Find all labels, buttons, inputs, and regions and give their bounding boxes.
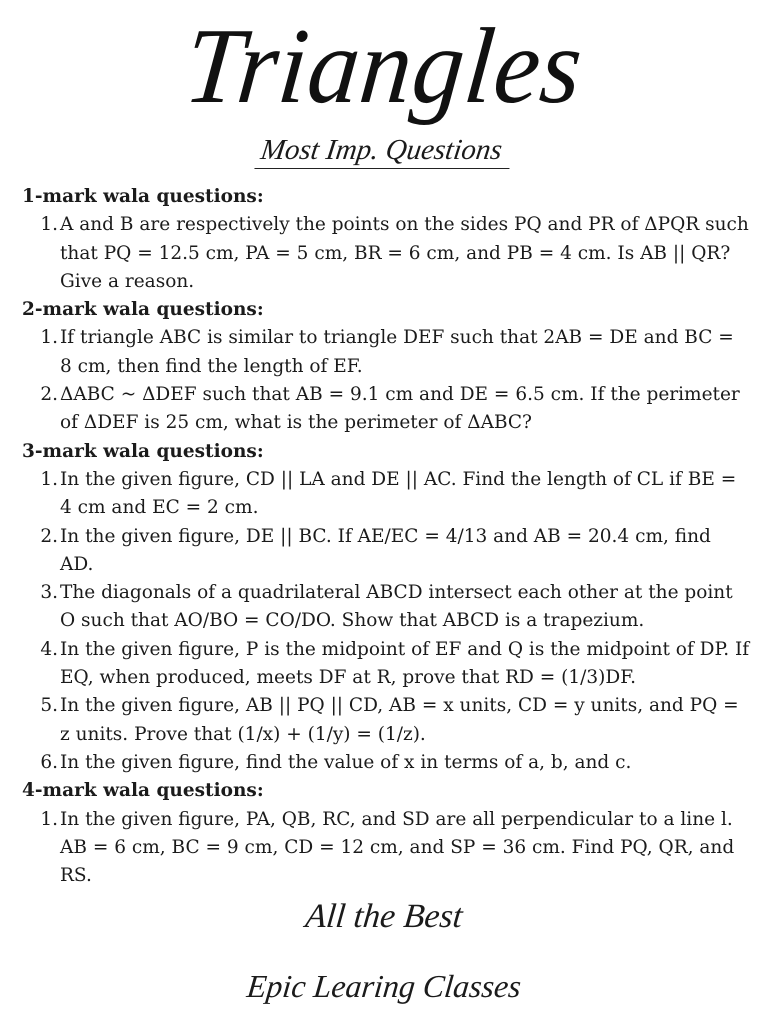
- question-text: ΔABC ~ ΔDEF such that AB = 9.1 cm and DE = 6.5 cm. If the perimeter of ΔDEF is 25 cm, what is the perimeter of ΔABC?: [60, 384, 740, 434]
- question-item: [22, 636, 750, 693]
- section-3-mark: [22, 438, 750, 778]
- question-number: 3.: [40, 582, 58, 604]
- section-title: 2-mark wala questions:: [22, 299, 264, 321]
- footer-brand: Epic Learing Classes: [245, 968, 523, 1004]
- question-text: In the given figure, PA, QB, RC, and SD are all perpendicular to a line l. AB = 6 cm, BC = 9 cm, CD = 12 cm, and SP = 36 cm. Find PQ, QR, and RS.: [60, 808, 735, 887]
- question-text: In the given figure, CD || LA and DE || AC. Find the length of CL if BE = 4 cm and EC = 2 cm.: [60, 468, 737, 519]
- question-item: [22, 692, 750, 749]
- section-1-mark: [22, 183, 750, 296]
- question-number: 1.: [40, 327, 58, 349]
- question-number: 1.: [40, 808, 58, 830]
- question-text: If triangle ABC is similar to triangle DEF such that 2AB = DE and BC = 8 cm, then find the length of EF.: [60, 327, 734, 377]
- page-title: Triangles: [179, 7, 589, 126]
- section-title: 1-mark wala questions:: [22, 186, 264, 207]
- question-item: [22, 324, 750, 381]
- question-number: 1.: [40, 468, 58, 490]
- question-number: 2.: [40, 525, 58, 547]
- questions-list: [22, 183, 750, 890]
- question-number: 4.: [40, 638, 58, 660]
- question-item: [22, 806, 750, 891]
- question-number: 1.: [40, 214, 58, 236]
- section-title: 4-mark wala questions:: [22, 780, 264, 802]
- question-text: A and B are respectively the points on the sides PQ and PR of ΔPQR such that PQ = 12.5 cm, PA = 5 cm, BR = 6 cm, and PB = 4 cm. Is AB || QR? Give a reason.: [60, 214, 749, 292]
- question-number: 6.: [40, 751, 58, 773]
- question-text: In the given figure, find the value of x in terms of a, b, and c.: [60, 751, 632, 773]
- question-item: [22, 466, 750, 523]
- subtitle-container: [0, 132, 768, 169]
- question-item: [22, 579, 750, 636]
- signoff-text: All the Best: [303, 898, 465, 935]
- question-item: [22, 211, 750, 296]
- question-text: The diagonals of a quadrilateral ABCD intersect each other at the point O such that AO/BO = CO/DO. Show that ABCD is a trapezium.: [60, 582, 733, 632]
- question-text: In the given figure, DE || BC. If AE/EC = 4/13 and AB = 20.4 cm, find AD.: [60, 525, 711, 575]
- question-item: [22, 381, 750, 438]
- question-item: [22, 523, 750, 580]
- question-number: 2.: [40, 384, 58, 406]
- question-text: In the given figure, AB || PQ || CD, AB = x units, CD = y units, and PQ = z units. Prove that (1/x) + (1/y) = (1/z).: [60, 695, 739, 745]
- section-4-mark: [22, 777, 750, 890]
- question-text: In the given figure, P is the midpoint of EF and Q is the midpoint of DP. If EQ, when produced, meets DF at R, prove that RD = (1/3)DF.: [60, 638, 750, 689]
- section-title: 3-mark wala questions:: [22, 440, 264, 462]
- question-number: 5.: [40, 695, 58, 717]
- section-2-mark: [22, 296, 750, 437]
- question-item: [22, 749, 750, 777]
- page-subtitle: Most Imp. Questions: [254, 132, 514, 169]
